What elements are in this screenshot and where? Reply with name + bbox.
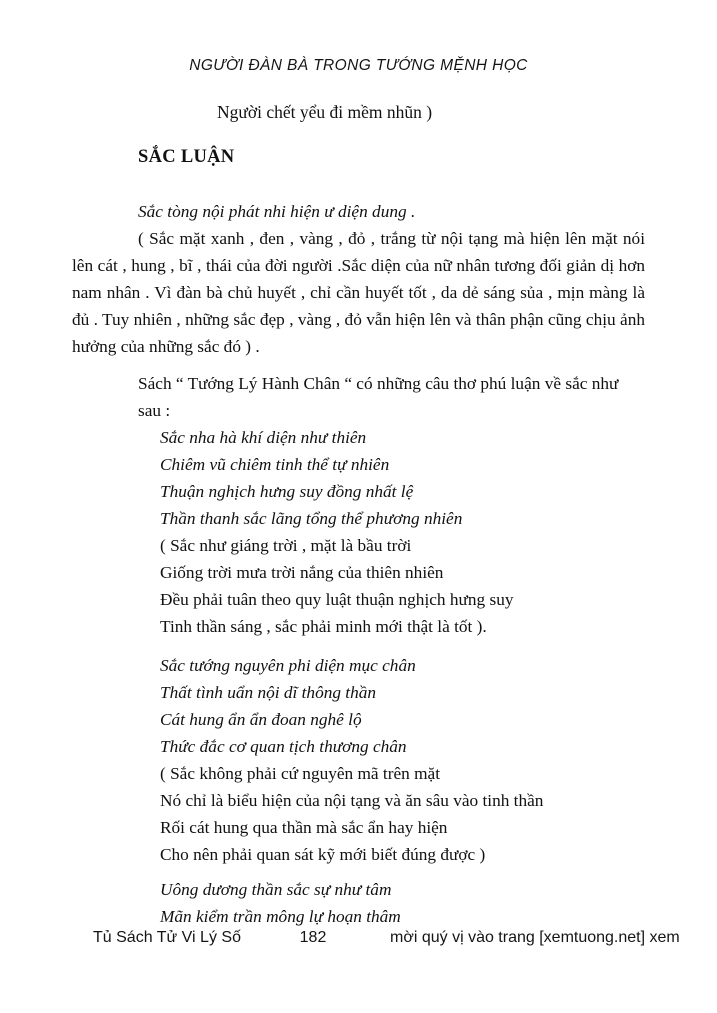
commentary-group-1: [72, 532, 645, 640]
body-paragraph: ( Sắc mặt xanh , đen , vàng , đỏ , trắng từ nội tạng mà hiện lên mặt nói lên cát , hung , bĩ , thái của đời người .Sắc diện của nữ nhân tương đối giản dị hơn nam nhân . Vì đàn bà chủ huyết , chỉ cần huyết tốt , da dẻ sáng sủa , mịn màng là đủ . Tuy nhiên , những sắc đẹp , vàng , đỏ vẫn hiện lên và thân phận cũng chịu ảnh hưởng của những sắc đó ) .: [72, 229, 645, 356]
carryover-line: Người chết yểu đi mềm nhũn ): [217, 102, 433, 122]
page-body: [72, 198, 645, 930]
verse-line: Sắc nha hà khí diện như thiên: [160, 428, 367, 447]
verse-line: Thuận nghịch hưng suy đồng nhất lệ: [160, 482, 414, 501]
verse-line: Chiêm vũ chiêm tinh thể tự nhiên: [160, 455, 390, 474]
commentary-line: Nó chỉ là biểu hiện của nội tạng và ăn sâu vào tinh thần: [160, 791, 544, 810]
verse-line: Thức đắc cơ quan tịch thương chân: [160, 737, 407, 756]
page-number: 182: [299, 929, 327, 946]
running-header: NGƯỜI ĐÀN BÀ TRONG TƯỚNG MỆNH HỌC: [189, 57, 528, 74]
commentary-line: ( Sắc như giáng trời , mặt là bầu trời: [160, 536, 412, 555]
commentary-line: Đều phải tuân theo quy luật thuận nghịch hưng suy: [160, 590, 514, 609]
verse-line: Thần thanh sắc lãng tổng thể phương nhiên: [160, 509, 463, 528]
commentary-group-2: [72, 760, 645, 868]
footer-site-note: mời quý vị vào trang [xemtuong.net] xem: [390, 929, 680, 946]
verse-group-3: [72, 876, 645, 930]
verse-group-1: [72, 424, 645, 532]
intro-line: Sách “ Tướng Lý Hành Chân “ có những câu thơ phú luận về sắc như sau :: [138, 374, 619, 420]
commentary-line: Giống trời mưa trời nắng của thiên nhiên: [160, 563, 444, 582]
commentary-line: Cho nên phải quan sát kỹ mới biết đúng được ): [160, 845, 486, 864]
verse-line: Uông dương thần sắc sự như tâm: [160, 880, 392, 899]
verse-line: Thất tình uẩn nội dĩ thông thần: [160, 683, 377, 702]
verse-group-2: [72, 652, 645, 760]
section-title: SẮC LUẬN: [138, 147, 235, 167]
verse-line: Sắc tướng nguyên phi diện mục chân: [160, 656, 416, 675]
commentary-line: ( Sắc không phải cứ nguyên mã trên mặt: [160, 764, 441, 783]
commentary-line: Rối cát hung qua thần mà sắc ẩn hay hiện: [160, 818, 448, 837]
commentary-line: Tinh thần sáng , sắc phải minh mới thật là tốt ).: [160, 617, 487, 636]
epigraph-line: Sắc tòng nội phát nhi hiện ư diện dung .: [138, 202, 416, 221]
verse-line: Mãn kiểm trần mông lự hoạn thâm: [160, 907, 401, 926]
verse-line: Cát hung ẩn ẩn đoan nghê lộ: [160, 710, 362, 729]
footer-series-title: Tủ Sách Tử Vi Lý Số: [93, 929, 241, 946]
